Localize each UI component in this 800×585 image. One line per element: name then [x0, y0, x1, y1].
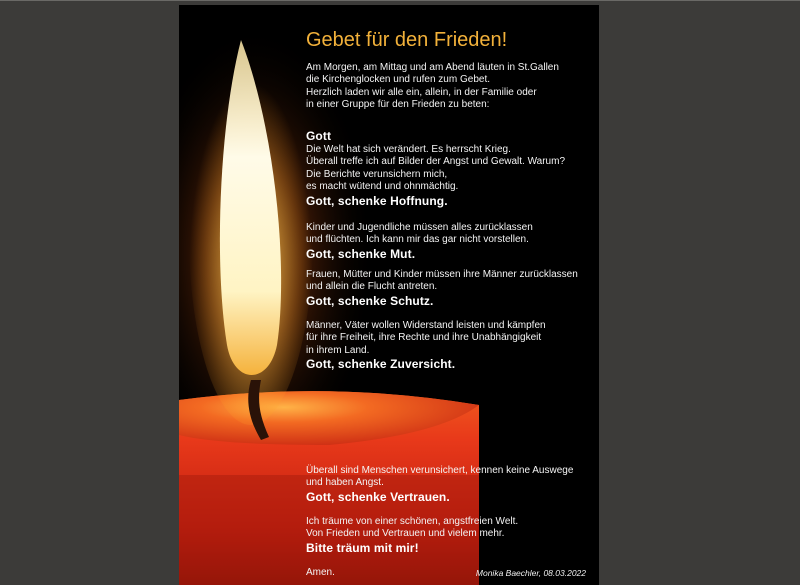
prayer-poster — [179, 5, 599, 585]
refrain: Bitte träum mit mir! — [306, 540, 419, 555]
stanza-3 — [306, 269, 598, 309]
text-line: Die Welt hat sich verändert. Es herrscht Krieg. — [306, 144, 511, 155]
text-line: für ihre Freiheit, ihre Rechte und ihre Unabhängigkeit — [306, 332, 542, 344]
text-line: die Kirchenglocken und rufen zum Gebet. — [306, 74, 490, 86]
text-line: und flüchten. Ich kann mir das gar nicht vorstellen. — [306, 234, 529, 246]
refrain: Gott, schenke Hoffnung. — [306, 193, 448, 208]
text-line: es macht wütend und ohnmächtig. — [306, 181, 459, 193]
page-title: Gebet für den Frieden! — [306, 29, 508, 51]
stanza-2 — [306, 222, 598, 262]
text-line: Von Frieden und Vertrauen und vielem mehr. — [306, 528, 505, 540]
stanza-6 — [306, 516, 598, 556]
author-signature: Monika Baechler, 08.03.2022 — [475, 568, 586, 578]
text-line: Überall sind Menschen verunsichert, kennen keine Auswege — [306, 465, 574, 476]
text-line: Überall treffe ich auf Bilder der Angst und Gewalt. Warum? — [306, 156, 566, 168]
stanza-4 — [306, 320, 598, 372]
intro-paragraph — [306, 62, 598, 112]
refrain: Gott, schenke Zuversicht. — [306, 357, 456, 372]
text-line: und haben Angst. — [306, 477, 384, 489]
text-line: Männer, Väter wollen Widerstand leisten und kämpfen — [306, 320, 546, 331]
text-line: Herzlich laden wir alle ein, allein, in der Familie oder — [306, 86, 537, 98]
closing-row — [306, 567, 586, 581]
text-line: Kinder und Jugendliche müssen alles zurücklassen — [306, 222, 533, 233]
stanza-5 — [306, 465, 598, 505]
refrain: Gott, schenke Mut. — [306, 246, 416, 261]
window-top-border — [0, 0, 800, 1]
amen-text: Amen. — [306, 567, 335, 578]
text-line: und allein die Flucht antreten. — [306, 281, 438, 293]
text-line: Frauen, Mütter und Kinder müssen ihre Männer zurücklassen — [306, 269, 578, 280]
stanza-1 — [306, 129, 598, 209]
text-line: in einer Gruppe für den Frieden zu beten: — [306, 99, 490, 111]
text-line: in ihrem Land. — [306, 344, 370, 356]
text-line: Am Morgen, am Mittag und am Abend läuten in St.Gallen — [306, 62, 559, 73]
text-line: Ich träume von einer schönen, angstfreien Welt. — [306, 516, 519, 527]
text-line: Die Berichte verunsichern mich, — [306, 168, 448, 180]
gott-heading: Gott — [306, 129, 332, 143]
refrain: Gott, schenke Vertrauen. — [306, 489, 450, 504]
refrain: Gott, schenke Schutz. — [306, 293, 434, 308]
